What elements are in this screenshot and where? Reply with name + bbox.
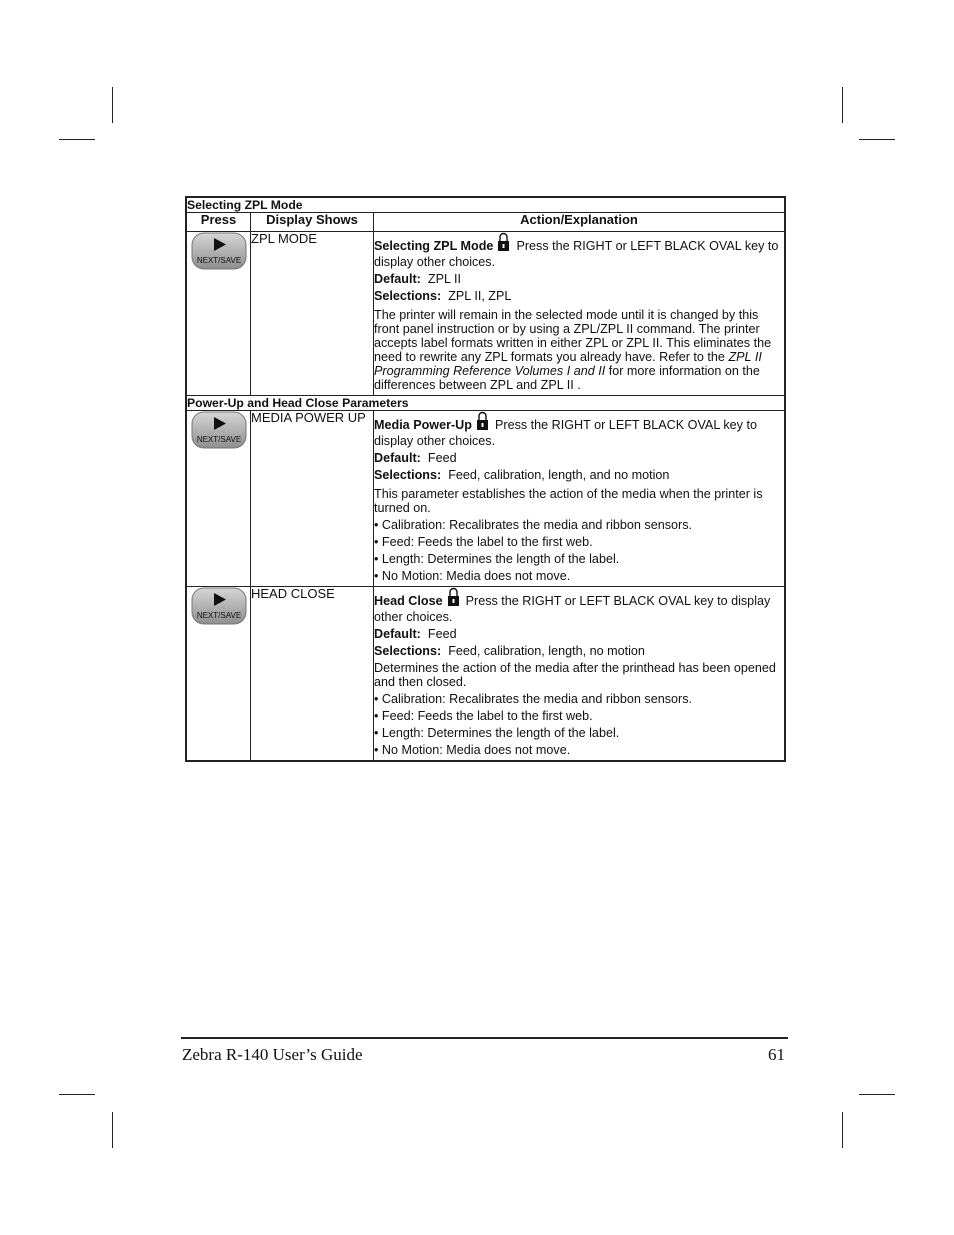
selections-label: Selections:: [374, 644, 442, 658]
default-label: Default:: [374, 627, 421, 641]
next-save-button-icon: [191, 232, 247, 273]
bullet-item: • Length: Determines the length of the label.: [374, 726, 620, 740]
parameter-table: [185, 196, 786, 762]
footer-title: Zebra R-140 User’s Guide: [182, 1045, 363, 1064]
selections-line: [374, 468, 784, 482]
action-cell: [374, 411, 786, 587]
next-save-button-icon: [191, 587, 247, 628]
default-line: [374, 627, 784, 641]
display-cell: MEDIA POWER UP: [251, 411, 374, 587]
lock-icon: [497, 232, 510, 255]
crop-mark: [59, 139, 95, 140]
button-label: NEXT/SAVE: [196, 435, 241, 444]
section-title-row: [186, 197, 785, 213]
bullet-item: • No Motion: Media does not move.: [374, 743, 571, 757]
lead-text: Press the RIGHT or LEFT BLACK OVAL key to display other choices.: [374, 594, 771, 624]
description-text: for more information on the differences between ZPL and ZPL II .: [374, 364, 760, 392]
bullet-item: • Calibration: Recalibrates the media and ribbon sensors.: [374, 692, 693, 706]
page-number: 61: [768, 1045, 785, 1064]
description: [374, 308, 784, 392]
column-header-row: [186, 213, 785, 232]
description-text: The printer will remain in the selected mode until it is changed by this front panel instruction or by using a ZPL/ZPL II command. The printer accepts label formats written in either ZPL or ZPL II. This eliminates the need to rewrite any ZPL formats you already have. Refer to the: [374, 308, 772, 364]
column-header-action: Action/Explanation: [374, 213, 786, 232]
column-header-display: Display Shows: [251, 213, 374, 232]
crop-mark: [59, 1094, 95, 1095]
selections-line: [374, 289, 784, 303]
action-cell: [374, 232, 786, 396]
press-cell: [186, 587, 251, 762]
crop-mark: [842, 1112, 843, 1148]
lead-title: Media Power-Up: [374, 418, 472, 432]
next-save-button-icon: [191, 411, 247, 452]
crop-mark: [112, 87, 113, 123]
lead-title: Selecting ZPL Mode: [374, 239, 494, 253]
action-cell: [374, 587, 786, 762]
button-label: NEXT/SAVE: [196, 611, 241, 620]
selections-label: Selections:: [374, 468, 442, 482]
lock-icon: [476, 411, 489, 434]
description: This parameter establishes the action of the media when the printer is turned on.: [374, 487, 763, 515]
lock-icon: [447, 587, 460, 610]
selections-value: Feed, calibration, length, no motion: [448, 644, 645, 658]
selections-line: [374, 644, 784, 658]
bullet-item: • Length: Determines the length of the label.: [374, 552, 620, 566]
crop-mark: [859, 139, 895, 140]
default-line: [374, 451, 784, 465]
column-header-press: Press: [186, 213, 251, 232]
footer-rule: [181, 1037, 788, 1039]
selections-label: Selections:: [374, 289, 442, 303]
bullet-item: • Feed: Feeds the label to the first web.: [374, 535, 593, 549]
lead-paragraph: [374, 411, 784, 448]
button-label: NEXT/SAVE: [196, 256, 241, 265]
table-row: [186, 232, 785, 396]
section-title-row: [186, 396, 785, 411]
default-value: Feed: [427, 627, 457, 641]
description: Determines the action of the media after the printhead has been opened and then closed.: [374, 661, 776, 689]
lead-text: Press the RIGHT or LEFT BLACK OVAL key to display other choices.: [374, 418, 757, 448]
default-value: Feed: [427, 451, 457, 465]
default-label: Default:: [374, 272, 421, 286]
lead-paragraph: [374, 587, 784, 624]
section-title: Selecting ZPL Mode: [186, 197, 785, 213]
crop-mark: [112, 1112, 113, 1148]
table-row: [186, 411, 785, 587]
display-cell: HEAD CLOSE: [251, 587, 374, 762]
crop-mark: [859, 1094, 895, 1095]
display-cell: ZPL MODE: [251, 232, 374, 396]
press-cell: [186, 232, 251, 396]
bullet-item: • No Motion: Media does not move.: [374, 569, 571, 583]
selections-value: ZPL II, ZPL: [448, 289, 512, 303]
reference-title: ZPL II Programming Reference Volumes I and II: [374, 350, 762, 378]
bullet-item: • Feed: Feeds the label to the first web.: [374, 709, 593, 723]
bullet-item: • Calibration: Recalibrates the media and ribbon sensors.: [374, 518, 693, 532]
lead-title: Head Close: [374, 594, 443, 608]
crop-mark: [842, 87, 843, 123]
table-row: [186, 587, 785, 762]
press-cell: [186, 411, 251, 587]
default-label: Default:: [374, 451, 421, 465]
lead-paragraph: [374, 232, 784, 269]
default-line: [374, 272, 784, 286]
section-title: Power-Up and Head Close Parameters: [186, 396, 785, 411]
lead-text: Press the RIGHT or LEFT BLACK OVAL key to display other choices.: [374, 239, 779, 269]
default-value: ZPL II: [427, 272, 462, 286]
selections-value: Feed, calibration, length, and no motion: [448, 468, 670, 482]
